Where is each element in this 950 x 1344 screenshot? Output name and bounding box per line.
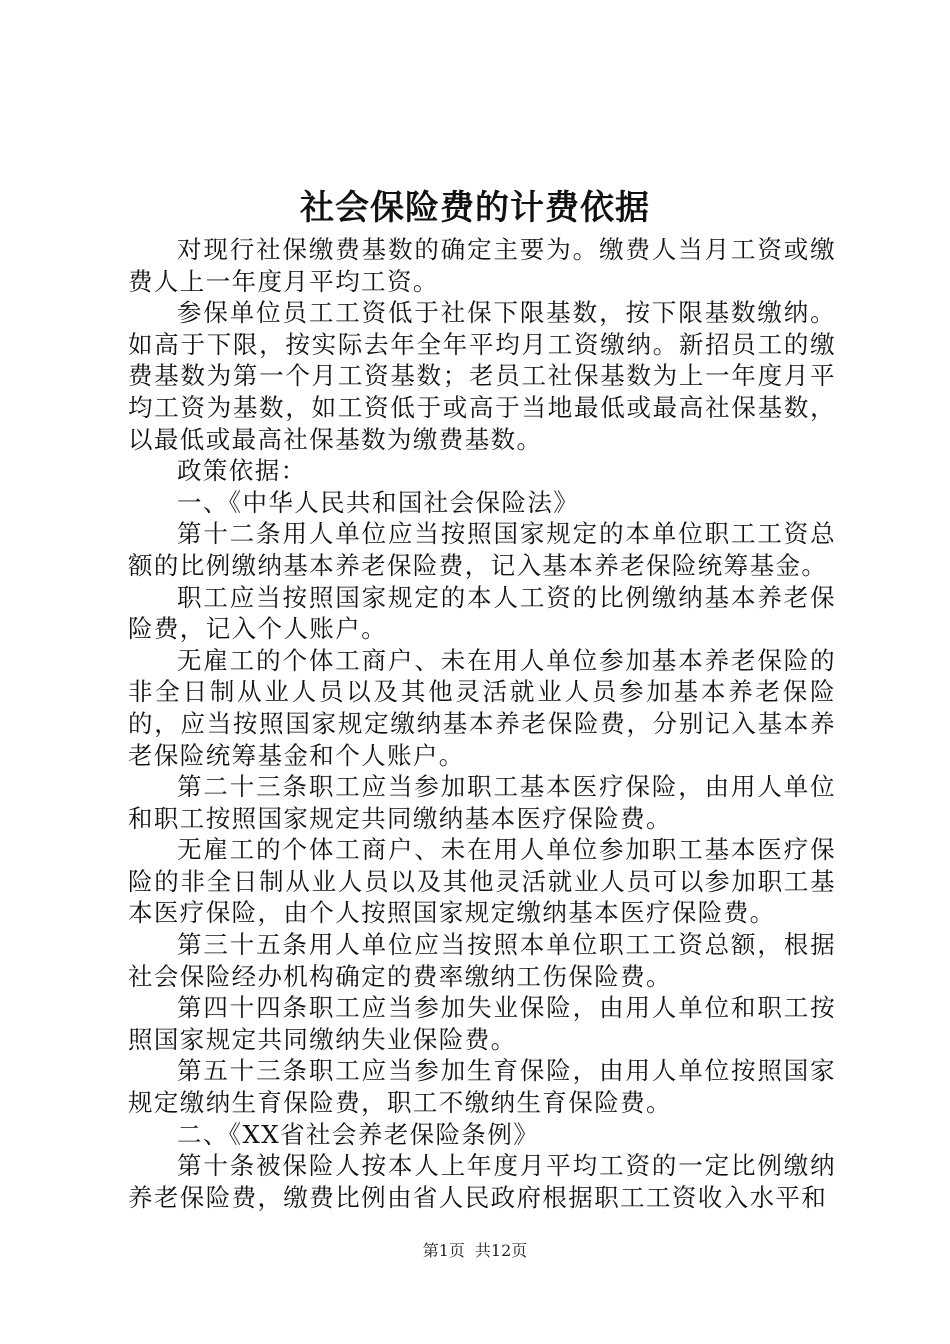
document-body <box>128 234 836 1213</box>
paragraph: 无雇工的个体工商户、未在用人单位参加基本养老保险的非全日制从业人员以及其他灵活就业人员参加基本养老保险的，应当按照国家规定缴纳基本养老保险费，分别记入基本养老保险统筹基金和个人账户。 <box>128 645 836 770</box>
page-footer <box>0 1240 950 1262</box>
paragraph: 第五十三条职工应当参加生育保险，由用人单位按照国家规定缴纳生育保险费，职工不缴纳生育保险费。 <box>128 1056 836 1118</box>
paragraph: 对现行社保缴费基数的确定主要为。缴费人当月工资或缴费人上一年度月平均工资。 <box>128 235 836 296</box>
paragraph: 第四十四条职工应当参加失业保险，由用人单位和职工按照国家规定共同缴纳失业保险费。 <box>128 993 836 1054</box>
paragraph: 第三十五条用人单位应当按照本单位职工工资总额，根据社会保险经办机构确定的费率缴纳工伤保险费。 <box>128 930 836 991</box>
paragraph: 职工应当按照国家规定的本人工资的比例缴纳基本养老保险费，记入个人账户。 <box>128 582 836 644</box>
section-heading: 二、《XX省社会养老保险条例》 <box>177 1119 540 1149</box>
section-heading: 一、《中华人民共和国社会保险法》 <box>177 487 580 517</box>
paragraph: 第二十三条职工应当参加职工基本医疗保险，由用人单位和职工按照国家规定共同缴纳基本医疗保险费。 <box>128 772 836 833</box>
page-total: 共12页 <box>474 1241 528 1260</box>
paragraph: 参保单位员工工资低于社保下限基数，按下限基数缴纳。如高于下限，按实际去年全年平均月工资缴纳。新招员工的缴费基数为第一个月工资基数；老员工社保基数为上一年度月平均工资为基数，如工资低于或高于当地最低或最高社保基数，以最低或最高社保基数为缴费基数。 <box>128 298 836 454</box>
paragraph: 第十条被保险人按本人上年度月平均工资的一定比例缴纳养老保险费，缴费比例由省人民政府根据职工工资收入水平和 <box>128 1151 836 1212</box>
paragraph: 政策依据： <box>177 456 307 486</box>
paragraph: 无雇工的个体工商户、未在用人单位参加职工基本医疗保险的非全日制从业人员以及其他灵活就业人员可以参加职工基本医疗保险，由个人按照国家规定缴纳基本医疗保险费。 <box>128 835 836 928</box>
paragraph: 第十二条用人单位应当按照国家规定的本单位职工工资总额的比例缴纳基本养老保险费，记入基本养老保险统筹基金。 <box>128 519 836 580</box>
document-title: 社会保险费的计费依据 <box>300 188 650 228</box>
page-number: 第1页 <box>422 1241 465 1260</box>
